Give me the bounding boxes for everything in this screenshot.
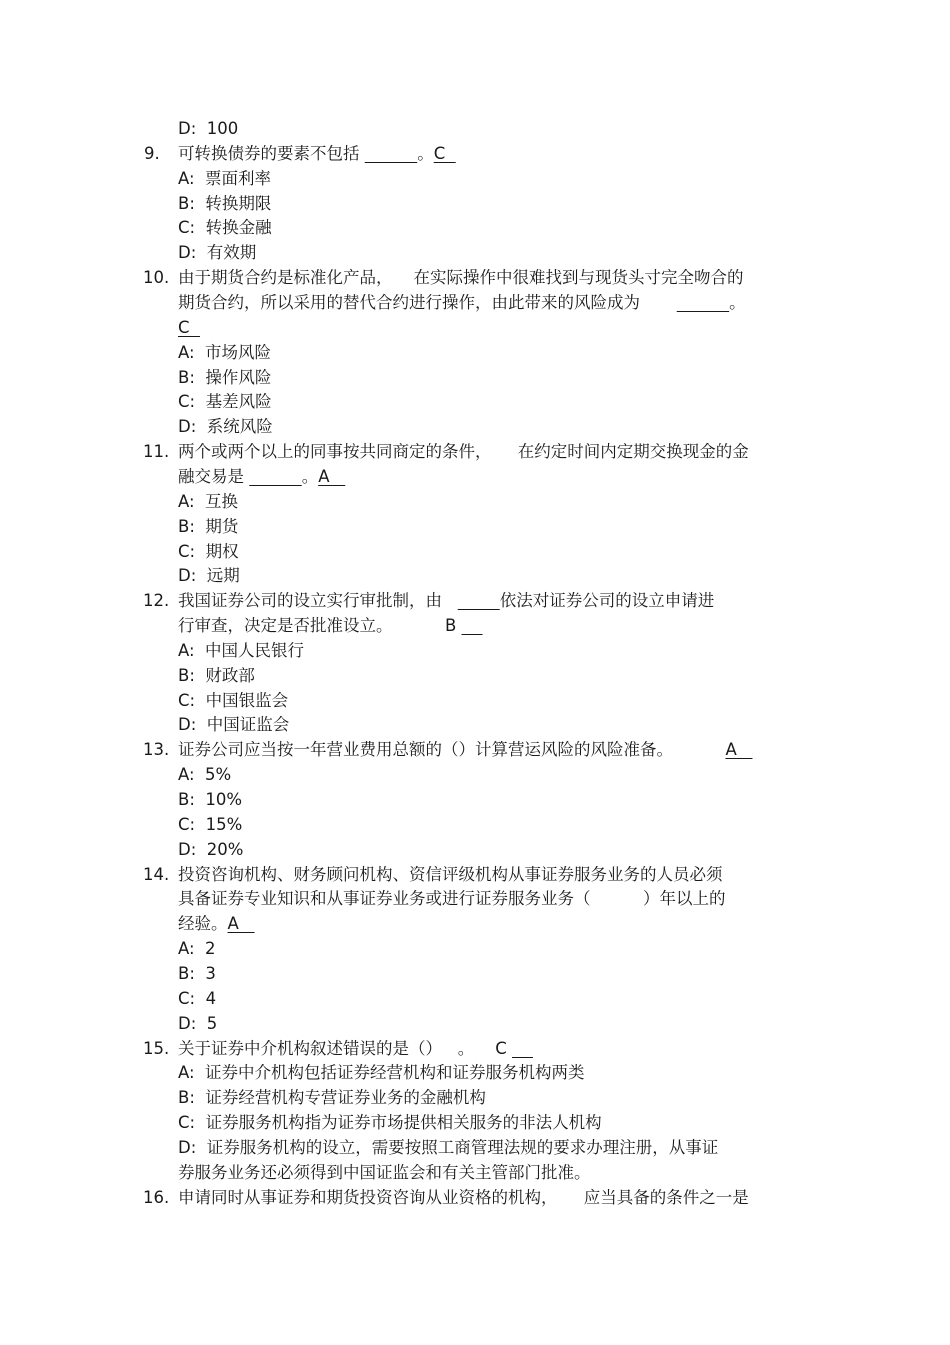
answer-blank	[462, 616, 483, 635]
question-text: 两个或两个以上的同事按共同商定的条件， 在约定时间内定期交换现金的金	[178, 442, 749, 461]
question-text: 投资咨询机构、财务顾问机构、资信评级机构从事证券服务业务的人员必须	[178, 865, 723, 884]
document-line: C: 期权	[178, 542, 239, 561]
document-line: A: 2	[178, 939, 216, 958]
document-line: D: 远期	[178, 566, 240, 585]
question-number: 15.	[143, 1039, 170, 1058]
document-line: C: 基差风险	[178, 392, 272, 411]
question-text: 申请同时从事证券和期货投资咨询从业资格的机构， 应当具备的条件之一是	[178, 1188, 749, 1207]
text-segment: 。	[417, 144, 434, 163]
question-text: 由于期货合约是标准化产品， 在实际操作中很难找到与现货头寸完全吻合的	[178, 268, 744, 287]
answer-blank	[512, 1039, 533, 1058]
document-line: D: 5	[178, 1014, 218, 1033]
question-number: 11.	[143, 442, 170, 461]
document-line: A: 5%	[178, 765, 232, 784]
text-segment: 期货合约，所以采用的替代合约进行操作，由此带来的风险成为	[178, 293, 677, 312]
document-line	[178, 615, 483, 637]
text-segment: 行审查，决定是否批准设立。 B	[178, 616, 462, 635]
document-line: 具备证券专业知识和从事证券业务或进行证券服务业务（ ）年以上的	[178, 889, 726, 908]
question-number: 13.	[143, 740, 170, 759]
answer-blank	[365, 144, 417, 163]
document-line: D: 100	[178, 119, 239, 138]
document-line: A: 中国人民银行	[178, 641, 305, 660]
document-line: B: 10%	[178, 790, 243, 809]
document-line: A: 互换	[178, 492, 239, 511]
question-number: 12.	[143, 591, 170, 610]
document-line	[178, 913, 255, 935]
text-segment: 融交易是	[178, 467, 250, 486]
document-line: B: 证券经营机构专营证券业务的金融机构	[178, 1088, 486, 1107]
answer-blank: A	[725, 740, 753, 759]
document-line	[178, 292, 746, 314]
document-line: A: 证券中介机构包括证券经营机构和证券服务机构两类	[178, 1063, 585, 1082]
document-line: B: 操作风险	[178, 368, 272, 387]
question-number: 10.	[143, 268, 170, 287]
document-line: A: 市场风险	[178, 343, 272, 362]
question-number: 14.	[143, 865, 170, 884]
question-number: 9.	[144, 144, 160, 163]
question-text	[178, 143, 456, 165]
document-line: B: 转换期限	[178, 194, 272, 213]
text-segment: 可转换债券的要素不包括	[178, 144, 365, 163]
question-number: 16.	[143, 1188, 170, 1207]
document-line: D: 证券服务机构的设立，需要按照工商管理法规的要求办理注册，从事证	[178, 1138, 719, 1157]
answer-blank	[458, 591, 500, 610]
document-line: B: 3	[178, 964, 216, 983]
document-line: C: 中国银监会	[178, 691, 289, 710]
document-line: B: 财政部	[178, 666, 255, 685]
document-line: D: 有效期	[178, 243, 257, 262]
text-segment: 我国证券公司的设立实行审批制，由	[178, 591, 458, 610]
text-segment: 依法对证券公司的设立申请进	[499, 591, 715, 610]
document-line: C: 转换金融	[178, 218, 272, 237]
document-line: A: 票面利率	[178, 169, 272, 188]
text-segment: 关于证券中介机构叙述错误的是（） 。 C	[178, 1039, 512, 1058]
document-line: 券服务业务还必须得到中国证监会和有关主管部门批准。	[178, 1163, 591, 1182]
answer-blank: C	[433, 144, 456, 163]
answer-blank: A	[227, 914, 255, 933]
document-line: D: 20%	[178, 840, 244, 859]
text-segment: 经验。	[178, 914, 228, 933]
document-line: D: 系统风险	[178, 417, 273, 436]
question-text	[178, 590, 714, 612]
text-segment: 。	[729, 293, 746, 312]
answer-blank: C	[178, 318, 201, 337]
answer-blank: A	[318, 467, 346, 486]
answer-blank	[677, 293, 729, 312]
document-line: C: 15%	[178, 815, 243, 834]
document-line	[178, 317, 200, 339]
document-line: B: 期货	[178, 517, 239, 536]
question-text	[178, 739, 752, 761]
document-line	[178, 466, 345, 488]
text-segment: 。	[301, 467, 319, 486]
answer-blank	[249, 467, 301, 486]
document-line: C: 4	[178, 989, 217, 1008]
document-line: C: 证券服务机构指为证券市场提供相关服务的非法人机构	[178, 1113, 602, 1132]
document-line: D: 中国证监会	[178, 715, 290, 734]
text-segment: 证券公司应当按一年营业费用总额的（）计算营运风险的风险准备。	[178, 740, 726, 759]
question-text	[178, 1038, 533, 1060]
